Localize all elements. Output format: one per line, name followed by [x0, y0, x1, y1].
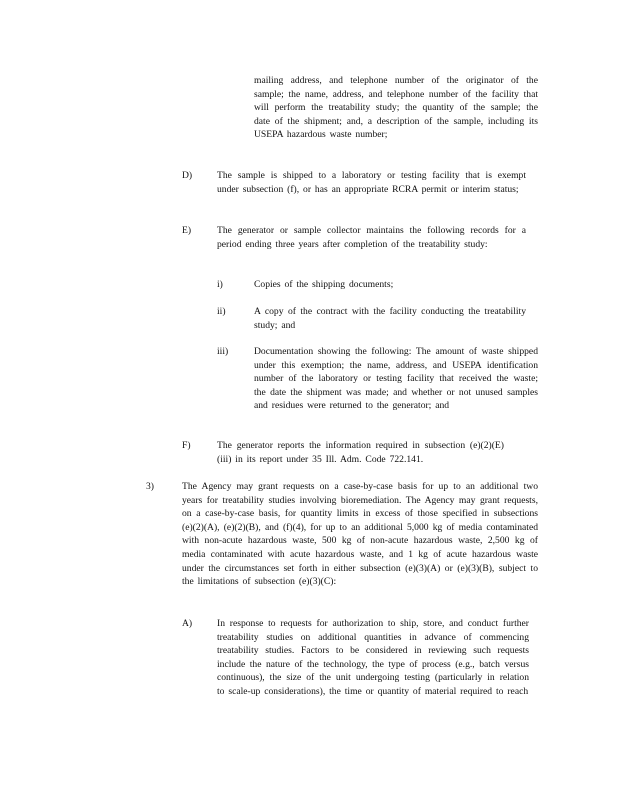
- item-e-iii-label: iii): [217, 346, 229, 357]
- section-3-label: 3): [146, 481, 154, 492]
- item-e-ii-text: A copy of the contract with the facility conducting the treatability study; and: [254, 306, 526, 331]
- item-f-label: F): [182, 440, 191, 451]
- item-e-ii-label: ii): [217, 306, 226, 317]
- item-e-i-text: Copies of the shipping documents;: [254, 279, 394, 290]
- section-3-a-text: In response to requests for authorization to ship, store, and conduct further treatability studies on additional quantities in advance of commencing treatability studies. Factors to be considered in reviewing such requests include the nature of the technology, the type of process (e.g., batch versus continuous), the size of the unit undergoing testing (particularly in relation to scale-up considerations), the time or quantity of material required to reach: [217, 618, 529, 697]
- item-f-text: The generator reports the information required in subsection (e)(2)(E)(iii) in its report under 35 Ill. Adm. Code 722.141.: [217, 440, 504, 465]
- item-e-label: E): [182, 225, 192, 236]
- item-e-text: The generator or sample collector maintains the following records for a period ending three years after completion of the treatability study:: [217, 225, 526, 250]
- item-d-label: D): [182, 170, 193, 181]
- section-3-a-label: A): [182, 618, 193, 629]
- section-3-text: The Agency may grant requests on a case-by-case basis for up to an additional two years for treatability studies involving bioremediation. The Agency may grant requests, on a case-by-case basis, for quantity limits in excess of those specified in subsections (e)(2)(A), (e)(2)(B), and (f)(4), for up to an additional 5,000 kg of media contaminated with non-acute hazardous waste, 500 kg of non-acute hazardous waste, 2,500 kg of media contaminated with acute hazardous waste, and 1 kg of acute hazardous waste under the circumstances set forth in either subsection (e)(3)(A) or (e)(3)(B), subject to the limitations of subsection (e)(3)(C):: [182, 481, 538, 588]
- item-e-iii-text: Documentation showing the following: The amount of waste shipped under this exemption; the name, address, and USEPA identification number of the laboratory or testing facility that received the waste; the date the shipment was made; and whether or not unused samples and residues were returned to the generator; and: [254, 346, 538, 412]
- item-d-text: The sample is shipped to a laboratory or testing facility that is exempt under subsection (f), or has an appropriate RCRA permit or interim status;: [217, 170, 526, 195]
- item-e-i-label: i): [217, 279, 223, 290]
- intro-continuation-paragraph: mailing address, and telephone number of the originator of the sample; the name, address, and telephone number of the facility that will perform the treatability study; the quantity of the sample; the date of the shipment; and, a description of the sample, including its USEPA hazardous waste number;: [254, 75, 538, 141]
